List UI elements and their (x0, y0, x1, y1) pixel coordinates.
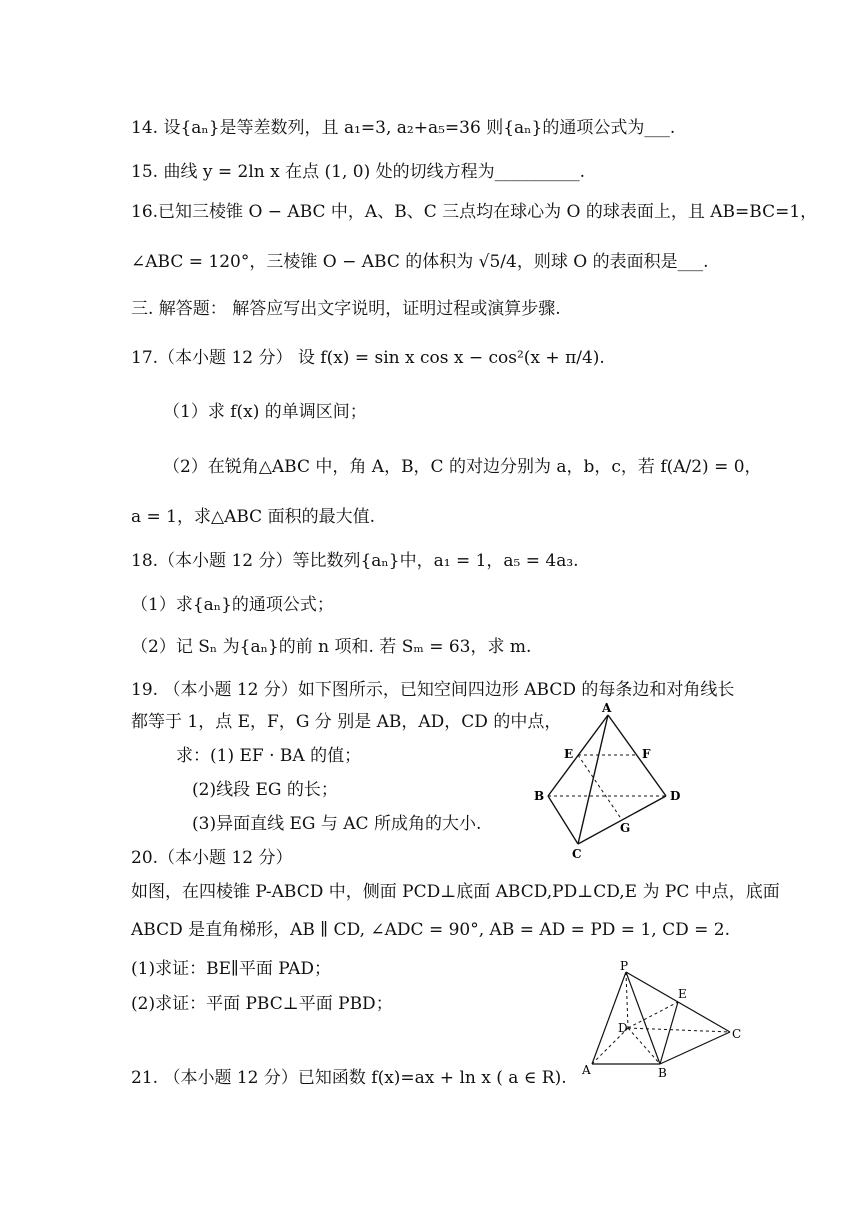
question-20-line2: ABCD 是直角梯形，AB ∥ CD, ∠ADC = 90°, AB = AD = PD = 1, CD = 2. (131, 920, 730, 940)
label-C: C (572, 847, 582, 860)
question-19-part1: 求：(1) EF · BA 的值； (176, 746, 362, 766)
label-E: E (564, 747, 574, 761)
question-18-part1: （1）求{aₙ}的通项公式； (131, 595, 334, 615)
label-B: B (534, 789, 545, 803)
label-D: D (618, 1021, 628, 1035)
label-F: F (642, 747, 651, 761)
section-3-heading: 三. 解答题： 解答应写出文字说明，证明过程或演算步骤. (131, 299, 561, 319)
label-A: A (602, 701, 612, 715)
question-19-line2: 都等于 1，点 E，F，G 分 别是 AB，AD，CD 的中点， (131, 712, 562, 732)
question-20: 20.（本小题 12 分） (131, 848, 293, 868)
question-17: 17.（本小题 12 分） 设 f(x) = sin x cos x − cos²(x + π/4). (131, 348, 605, 368)
label-A: A (582, 1063, 591, 1077)
question-15: 15. 曲线 y = 2ln x 在点 (1, 0) 处的切线方程为__________. (131, 162, 586, 182)
question-14: 14. 设{aₙ}是等差数列，且 a₁=3, a₂+a₅=36 则{aₙ}的通项公式为___. (131, 118, 676, 138)
label-E: E (678, 987, 687, 1001)
label-D: D (670, 789, 681, 803)
question-19-line1: 19. （本小题 12 分）如下图所示，已知空间四边形 ABCD 的每条边和对角线长 (131, 680, 735, 700)
question-18: 18.（本小题 12 分）等比数列{aₙ}中，a₁ = 1，a₅ = 4a₃. (131, 551, 579, 571)
question-20-line1: 如图，在四棱锥 P-ABCD 中，侧面 PCD⊥底面 ABCD,PD⊥CD,E 为 PC 中点，底面 (131, 882, 780, 902)
pyramid-figure (580, 960, 750, 1080)
label-C: C (732, 1027, 742, 1041)
question-21: 21. （本小题 12 分）已知函数 f(x)=ax + ln x ( a ∈ R). (131, 1068, 567, 1088)
question-20-part2: (2)求证：平面 PBC⊥平面 PBD； (131, 994, 393, 1014)
question-16-line2: ∠ABC = 120°，三棱锥 O − ABC 的体积为 √5/4，则球 O 的表面积是___. (131, 252, 709, 272)
label-G: G (620, 821, 631, 835)
question-19-part3: (3)异面直线 EG 与 AC 所成角的大小. (192, 814, 482, 834)
question-17-part3: a = 1，求△ABC 面积的最大值. (131, 507, 375, 527)
question-17-part2: （2）在锐角△ABC 中，角 A，B，C 的对边分别为 a，b，c，若 f(A/2) = 0， (163, 457, 762, 477)
question-20-part1: (1)求证：BE∥平面 PAD； (131, 959, 332, 979)
question-18-part2: （2）记 Sₙ 为{aₙ}的前 n 项和. 若 Sₘ = 63，求 m. (131, 637, 532, 657)
tetrahedron-figure (530, 700, 690, 860)
question-19-part2: (2)线段 EG 的长； (192, 780, 338, 800)
question-17-part1: （1）求 f(x) 的单调区间； (163, 402, 367, 422)
question-16-line1: 16.已知三棱锥 O − ABC 中，A、B、C 三点均在球心为 O 的球表面上，且 AB=BC=1， (131, 202, 818, 222)
label-P: P (620, 960, 629, 973)
label-B: B (658, 1066, 667, 1080)
